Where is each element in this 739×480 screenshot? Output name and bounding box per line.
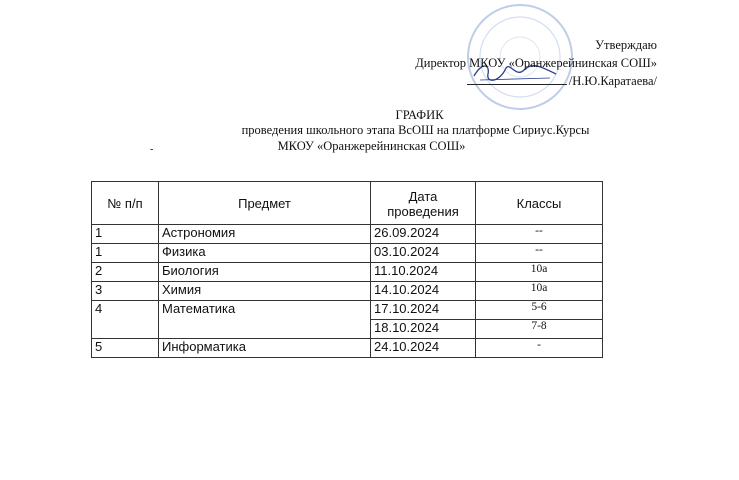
approval-heading: Утверждаю — [595, 38, 657, 52]
row-date: 03.10.2024 — [371, 244, 476, 263]
row-subject: Физика — [159, 244, 371, 263]
row-date: 17.10.2024 — [371, 301, 476, 320]
row-number: 4 — [92, 301, 159, 339]
signature-blank — [467, 72, 567, 85]
header-classes: Классы — [476, 182, 603, 225]
approval-signature-line — [415, 72, 657, 90]
row-subject: Астрономия — [159, 225, 371, 244]
table-header-row — [92, 182, 603, 225]
row-date: 24.10.2024 — [371, 339, 476, 358]
row-date: 14.10.2024 — [371, 282, 476, 301]
row-subject: Химия — [159, 282, 371, 301]
header-number: № п/п — [92, 182, 159, 225]
row-classes: - — [476, 339, 603, 358]
table-row — [92, 244, 603, 263]
row-number: 2 — [92, 263, 159, 282]
header-subject: Предмет — [159, 182, 371, 225]
table-row — [92, 263, 603, 282]
row-number: 5 — [92, 339, 159, 358]
row-subject: Биология — [159, 263, 371, 282]
table-row — [92, 225, 603, 244]
document-title: ГРАФИК — [395, 108, 444, 122]
row-date: 26.09.2024 — [371, 225, 476, 244]
header-date: Дата проведения — [371, 182, 476, 225]
row-classes: -- — [476, 225, 603, 244]
row-classes: 5-6 — [476, 301, 603, 320]
school-name: МКОУ «Оранжерейнинская СОШ» — [277, 139, 466, 153]
row-classes: 10а — [476, 282, 603, 301]
approval-block — [415, 36, 657, 90]
row-number: 1 — [92, 244, 159, 263]
approval-director-name: /Н.Ю.Каратаева/ — [568, 74, 657, 88]
table-row — [92, 282, 603, 301]
table-row — [92, 339, 603, 358]
row-classes: 10а — [476, 263, 603, 282]
row-classes: -- — [476, 244, 603, 263]
row-number: 1 — [92, 225, 159, 244]
approval-director: Директор МКОУ «Оранжерейнинская СОШ» — [415, 56, 657, 70]
table-row — [92, 301, 603, 320]
document-subtitle: проведения школьного этапа ВсОШ на платформе Сириус.Курсы — [241, 123, 590, 137]
row-subject: Информатика — [159, 339, 371, 358]
row-date: 18.10.2024 — [371, 320, 476, 339]
row-subject: Математика — [159, 301, 371, 339]
row-date: 11.10.2024 — [371, 263, 476, 282]
stray-dash: - — [150, 144, 154, 155]
schedule-table — [91, 181, 603, 358]
row-classes: 7-8 — [476, 320, 603, 339]
row-number: 3 — [92, 282, 159, 301]
